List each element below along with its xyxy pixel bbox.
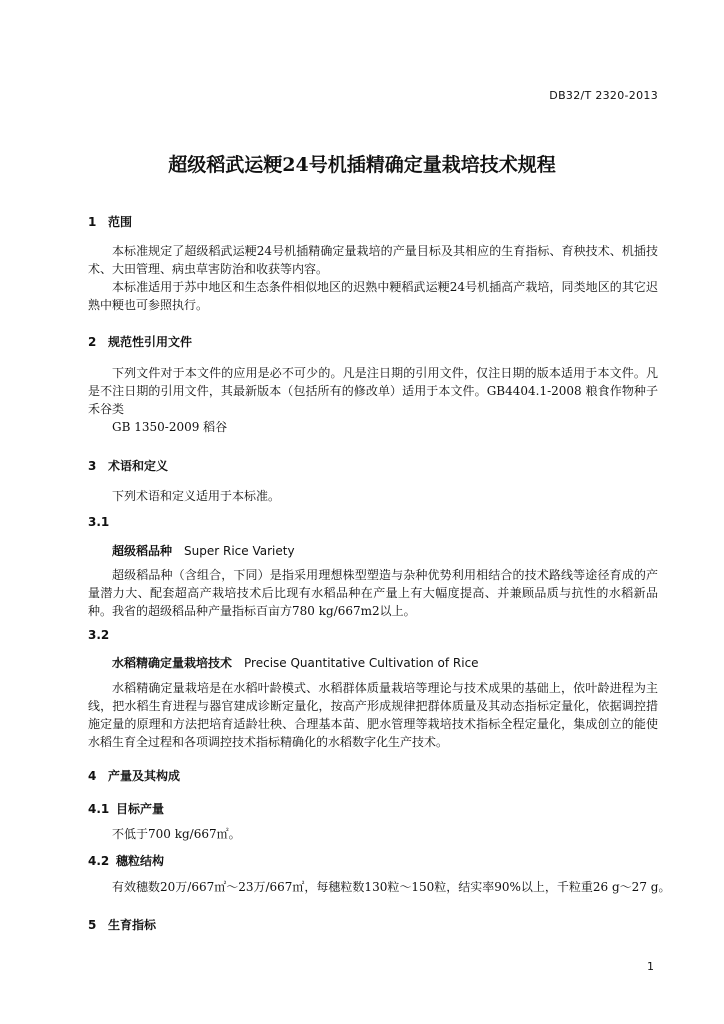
section-number: 5 [88, 918, 97, 932]
section-4-2-body: 有效穗数20万/667㎡～23万/667㎡，每穗粒数130粒～150粒，结实率90%以上，千粒重26 g～27 g。 [112, 880, 671, 894]
term-chinese: 超级稻品种 [112, 544, 173, 558]
term-english: Precise Quantitative Cultivation of Rice [244, 656, 479, 670]
document-title: 超级稻武运粳24号机插精确定量栽培技术规程 [168, 154, 556, 176]
page-number: 1 [647, 960, 654, 973]
term-english: Super Rice Variety [184, 544, 295, 558]
section-1-paragraph-1: 本标准规定了超级稻武运粳24号机插精确定量栽培的产量目标及其相应的生育指标、育秧技术、机插技术、大田管理、病虫草害防治和收获等内容。 [88, 244, 658, 276]
section-4-1-body: 不低于700 kg/667㎡。 [112, 827, 241, 841]
term-3-2-definition: 水稻精确定量栽培是在水稻叶龄模式、水稻群体质量栽培等理论与技术成果的基础上，依叶龄进程为主线，把水稻生育进程与器官建成诊断定量化，按高产形成规律把群体质量及其动态指标定量化，依据调控措施定量的原理和方法把培育适龄壮秧、合理基本苗、肥水管理等栽培技术指标全程定量化，集成创立的能使水稻生育全过程和各项调控技术指标精确化的水稻数字化生产技术。 [88, 681, 658, 749]
term-3-1-definition: 超级稻品种（含组合，下同）是指采用理想株型塑造与杂种优势利用相结合的技术路线等途径育成的产量潜力大、配套超高产栽培技术后比现有水稻品种在产量上有大幅度提高、并兼顾品质与抗性的水稻新品种。我省的超级稻品种产量指标百亩方780 kg/667m2以上。 [88, 568, 658, 618]
section-title: 生育指标 [108, 918, 157, 932]
section-number: 4 [88, 769, 97, 783]
section-4-heading [88, 767, 180, 784]
section-number: 4.1 [88, 802, 110, 816]
section-title: 目标产量 [116, 802, 165, 816]
section-title: 范围 [108, 215, 133, 229]
section-1-paragraph-2: 本标准适用于苏中地区和生态条件相似地区的迟熟中粳稻武运粳24号机插高产栽培，同类地区的其它迟熟中粳也可参照执行。 [88, 280, 658, 312]
term-3-2-title [112, 654, 479, 671]
section-2-paragraph-1: 下列文件对于本文件的应用是必不可少的。凡是注日期的引用文件，仅注日期的版本适用于本文件。凡是不注日期的引用文件，其最新版本（包括所有的修改单）适用于本文件。GB4404.1-2008 粮食作物种子 禾谷类 [88, 366, 658, 416]
term-3-1-number: 3.1 [88, 515, 110, 529]
section-number: 4.2 [88, 854, 110, 868]
section-title: 规范性引用文件 [108, 335, 193, 349]
section-title: 穗粒结构 [116, 854, 165, 868]
section-title: 产量及其构成 [108, 769, 181, 783]
reference-item: GB 1350-2009 稻谷 [112, 420, 228, 434]
section-number: 1 [88, 215, 97, 229]
section-2-heading [88, 333, 192, 350]
section-3-heading [88, 457, 168, 474]
section-3-paragraph-1: 下列术语和定义适用于本标准。 [112, 489, 281, 503]
section-5-heading [88, 916, 156, 933]
section-title: 术语和定义 [108, 459, 169, 473]
section-number: 2 [88, 335, 97, 349]
section-4-2-heading [88, 852, 164, 869]
section-4-1-heading [88, 800, 164, 817]
term-3-1-title [112, 542, 295, 559]
section-number: 3 [88, 459, 97, 473]
section-1-heading [88, 213, 132, 230]
standard-code: DB32/T 2320-2013 [549, 89, 658, 102]
term-3-2-number: 3.2 [88, 628, 110, 642]
term-chinese: 水稻精确定量栽培技术 [112, 656, 233, 670]
